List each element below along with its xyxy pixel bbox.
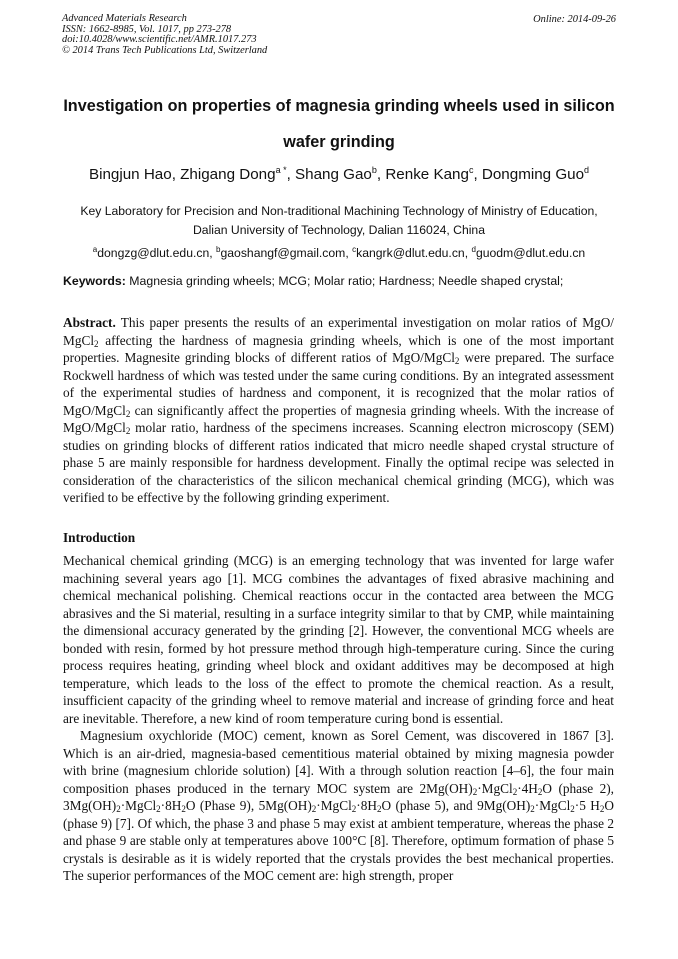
journal-name: Advanced Materials Research: [62, 13, 187, 24]
abstract: Abstract. This paper presents the results of an experimental investigation on molar ratios of MgO/ MgCl$_2$ affecting the hardness of magnesia grinding wheels, which is one of the most important properties. Magnesite grinding blocks of different ratios of MgO/MgCl$_2$ were prepared. The surface Rockwell hardness of which was tested under the same curing conditions. By an integrated assessment of the experimental studies of hardness and component, it is recognized that the molar ratios of MgO/MgCl$_2$ can significantly affect the properties of magnesia grinding wheels. With the increase of MgO/MgCl$_2$ molar ratio, hardness of the specimens increases. Scanning electron microscopy (SEM) studies on grinding blocks of different ratios indicated that micro needle shaped crystal structure of phase 5 are mainly responsible for hardness development. Finally the optimal recipe was selected in consideration of the characteristics of the silicon mechanical chemical grinding (MCG), which was verified to be effective by the following grinding experiment.: [63, 315, 614, 505]
author-list: Bingjun Hao, Zhigang Dong$^{a *}$, Shang Gao$^b$, Renke Kang$^c$, Dongming Guo$^d$: [88, 165, 590, 184]
affiliation: [40, 202, 638, 263]
email-list: $^a$dongzg@dlut.edu.cn, $^b$gaoshangf@gmail.com, $^c$kangrk@dlut.edu.cn, $^d$guodm@dlut.edu.cn: [92, 245, 586, 261]
author-sup: b: [371, 165, 377, 175]
author-sup: d: [584, 165, 590, 175]
affiliation-line-1: Key Laboratory for Precision and Non-traditional Machining Technology of Ministry of Education,: [80, 204, 598, 218]
email-link[interactable]: kangrk@dlut.edu.cn: [356, 246, 465, 261]
paper-title: [40, 88, 638, 160]
author-sup: a *: [275, 165, 287, 175]
journal-header: [62, 14, 267, 56]
author: Dongming Guo: [481, 166, 585, 184]
author: Zhigang Dong: [180, 166, 276, 184]
author: Bingjun Hao: [88, 166, 172, 184]
keywords-label: Keywords:: [63, 274, 126, 288]
email-link[interactable]: guodm@dlut.edu.cn: [475, 246, 586, 261]
keywords: [63, 274, 563, 288]
title-line-2: wafer grinding: [283, 133, 395, 151]
affiliation-line-2: Dalian University of Technology, Dalian 116024, China: [193, 223, 485, 237]
author-sup: c: [468, 165, 474, 175]
paragraph: Magnesium oxychloride (MOC) cement, known as Sorel Cement, was discovered in 1867 [3]. Which is an air-dried, magnesia-based cementitious material obtained by mixing magnesia powder with brine (magnesium chloride solution) [4]. With a through solution reaction [4–6], the four main composition phases produced in the ternary MOC system are $2Mg(OH)_2\cdot MgCl_2\cdot 4H_2O$ (phase 2), $3Mg(OH)_2\cdot MgCl_2\cdot 8H_2O$ (Phase 9), $5Mg(OH)_2\cdot MgCl_2\cdot 8H_2O$ (phase 5), and $9Mg(OH)_2\cdot MgCl_2\cdot 5$ $H_2O$ (phase 9) [7]. Of which, the phase 3 and phase 5 may exist at ambient temperature, whereas the phase 2 and phase 9 are stable only at temperatures above 100°C [8]. Therefore, optimum formation of phase 5 crystals is desirable as it is widely reported that the crystals provides the best mechanical properties. The superior performances of the MOC cement are: high strength, proper: [63, 728, 615, 883]
title-line-1: Investigation on properties of magnesia grinding wheels used in silicon: [63, 97, 615, 115]
introduction-body: [63, 552, 614, 885]
paragraph: Mechanical chemical grinding (MCG) is an emerging technology that was invented for large wafer machining several years ago [1]. MCG combines the advantages of fixed abrasive machining and chemical mechanical polishing. Chemical reactions occur in the contacted area between the MCG abrasives and the Si material, resulting in a surface integrity similar to that by CMP, while maintaining the dimensional accuracy generated by the grinding [2]. However, the conventional MCG wheels are bonded with resin, formed by hot pressure method through high-temperature curing. Since the curing process requires heating, grinding wheel block and oxidant additives may be decomposed at high temperature, which leads to the loss of the effect to promote the chemical reaction. As a result, insufficient capacity of the grinding wheel to remove material and increase of grinding force and heat are inevitable. Therefore, a new kind of room temperature curing bond is essential.: [63, 553, 614, 726]
online-date: Online: 2014-09-26: [533, 14, 616, 25]
section-heading-introduction: Introduction: [63, 530, 136, 545]
doi-link[interactable]: doi:10.4028/www.scientific.net/AMR.1017.273: [62, 34, 257, 46]
author: Renke Kang: [385, 166, 469, 184]
abstract-label: Abstract.: [63, 315, 116, 330]
copyright: © 2014 Trans Tech Publications Ltd, Switzerland: [62, 44, 268, 56]
keywords-text: Magnesia grinding wheels; MCG; Molar ratio; Hardness; Needle shaped crystal;: [129, 274, 564, 288]
email-link[interactable]: dongzg@dlut.edu.cn: [97, 246, 210, 261]
email-link[interactable]: gaoshangf@gmail.com: [220, 246, 346, 261]
author: Shang Gao: [295, 166, 372, 184]
issn-line: ISSN: 1662-8985, Vol. 1017, pp 273-278: [62, 23, 232, 35]
